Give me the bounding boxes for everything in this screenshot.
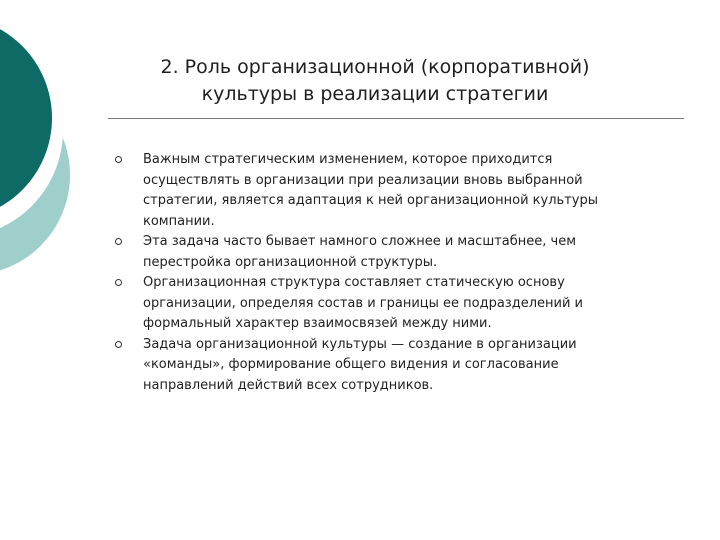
bullet-line: перестройка организационной структуры. bbox=[143, 254, 438, 270]
bullet-line: направлений действий всех сотрудников. bbox=[143, 377, 434, 393]
bullet-item bbox=[143, 335, 643, 397]
slide-title bbox=[108, 54, 642, 108]
circle-bullet-icon bbox=[115, 341, 122, 348]
bullet-line: Задача организационной культуры — создание в организации bbox=[143, 336, 577, 352]
circle-bullet-icon bbox=[115, 238, 122, 245]
bullet-line: стратегии, является адаптация к ней организационной культуры bbox=[143, 193, 598, 208]
title-line-2: культуры в реализации стратегии bbox=[201, 83, 549, 105]
bullet-item bbox=[143, 232, 643, 273]
bullet-line: «команды», формирование общего видения и согласование bbox=[143, 357, 559, 372]
bullet-line: компании. bbox=[143, 213, 215, 229]
bullet-line: Эта задача часто бывает намного сложнее и масштабнее, чем bbox=[143, 234, 577, 249]
circle-bullet-icon bbox=[115, 279, 122, 286]
bullet-item bbox=[143, 150, 643, 232]
bullet-line: организации, определяя состав и границы ее подразделений и bbox=[143, 295, 583, 311]
bullet-list bbox=[143, 150, 643, 396]
title-divider bbox=[108, 118, 684, 119]
circle-bullet-icon bbox=[115, 156, 122, 163]
bullet-line: осуществлять в организации при реализации вновь выбранной bbox=[143, 172, 583, 188]
bullet-line: Организационная структура составляет статическую основу bbox=[143, 275, 565, 290]
title-line-1: 2. Роль организационной (корпоративной) bbox=[160, 56, 590, 78]
bullet-line: Важным стратегическим изменением, которое приходится bbox=[143, 152, 553, 167]
decorative-circles bbox=[0, 0, 110, 300]
bullet-item bbox=[143, 273, 643, 335]
bullet-line: формальный характер взаимосвязей между ними. bbox=[143, 316, 492, 331]
